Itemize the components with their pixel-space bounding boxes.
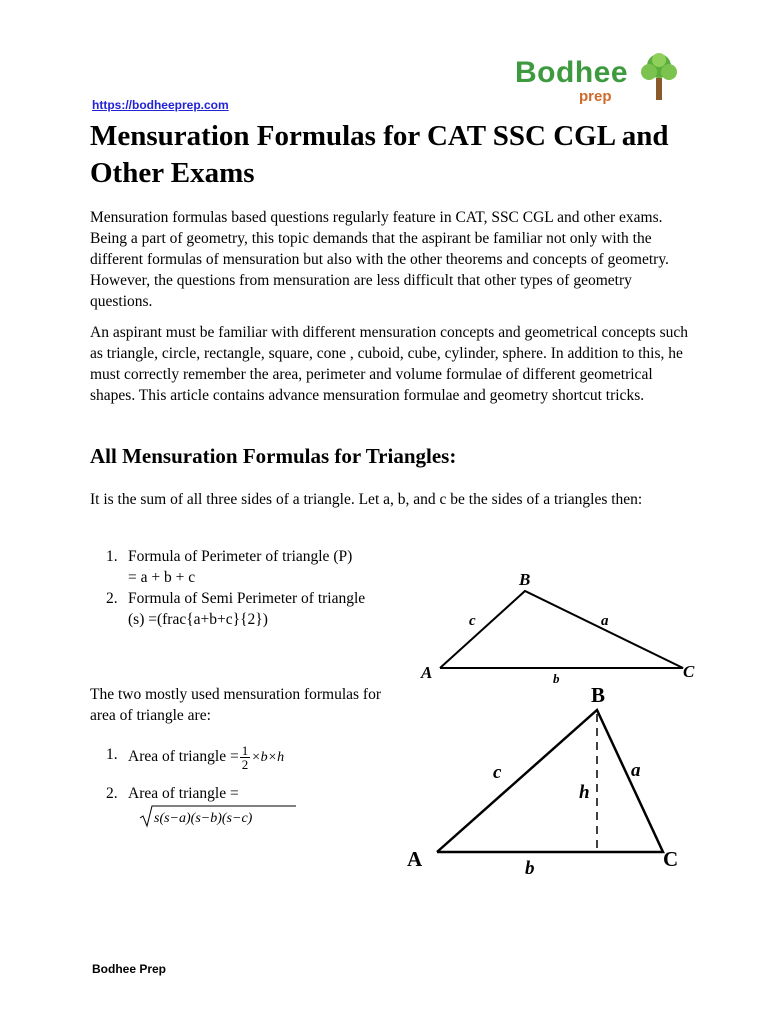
formula-radicand: s(s−a)(s−b)(s−c) bbox=[154, 811, 253, 826]
bodhee-prep-logo bbox=[515, 52, 680, 108]
side-label-a: a bbox=[601, 613, 609, 629]
vertex-label-a: A bbox=[407, 847, 423, 871]
page-title: Mensuration Formulas for CAT SSC CGL and Other Exams bbox=[90, 120, 669, 189]
concepts-paragraph: An aspirant must be familiar with different mensuration concepts and geometrical concepts such as triangle, circle, rectangle, square, cone , cuboid, cube, cylinder, sphere. In addition to this, he must correctly remember the area, perimeter and volume formulae of different geometrical shapes. This article contains advance mensuration formulae and geometry shortcut tricks. bbox=[90, 324, 688, 404]
side-label-c: c bbox=[469, 613, 476, 629]
section-heading: All Mensuration Formulas for Triangles: bbox=[90, 444, 457, 468]
list-item bbox=[106, 744, 426, 778]
vertex-label-c: C bbox=[683, 662, 695, 681]
fraction-numerator: 1 bbox=[241, 743, 249, 758]
height-label-h: h bbox=[579, 782, 590, 803]
triangle-diagram-perimeter bbox=[415, 565, 705, 685]
perimeter-intro: It is the sum of all three sides of a triangle. Let a, b, and c be the sides of a triangles then: bbox=[90, 491, 643, 508]
vertex-label-a: A bbox=[421, 663, 433, 682]
fraction-denominator: 2 bbox=[241, 757, 249, 772]
triangle-diagram-area bbox=[405, 680, 705, 880]
logo-sub: prep bbox=[579, 88, 612, 105]
side-label-c: c bbox=[493, 762, 502, 783]
list-item bbox=[106, 588, 426, 630]
side-label-b: b bbox=[525, 858, 535, 879]
herons-formula bbox=[138, 804, 428, 828]
side-label-b: b bbox=[553, 671, 560, 685]
side-label-a: a bbox=[631, 760, 641, 781]
intro-paragraph: Mensuration formulas based questions regularly feature in CAT, SSC CGL and other exams. Being a part of geometry, this topic demands that the aspirant be familiar not only with the different formulas of mensuration but also with the other theorems and concepts of geometry. However, the questions from mensuration are less difficult that other types of geometry questions. bbox=[90, 209, 669, 310]
list-text: Formula of Perimeter of triangle (P) bbox=[128, 548, 353, 565]
logo-word: Bodhee bbox=[515, 56, 629, 89]
page-footer: Bodhee Prep bbox=[92, 962, 167, 976]
list-number: 1. bbox=[106, 746, 118, 763]
list-formula: (s) =(frac{a+b+c}{2}) bbox=[128, 611, 268, 628]
list-formula: = a + b + c bbox=[128, 569, 196, 586]
list-number: 2. bbox=[106, 590, 118, 607]
tree-icon bbox=[639, 52, 679, 102]
list-number: 1. bbox=[106, 548, 118, 565]
vertex-label-b: B bbox=[591, 683, 606, 707]
list-text: Area of triangle = bbox=[128, 748, 239, 766]
vertex-label-b: B bbox=[519, 570, 531, 589]
list-number: 2. bbox=[106, 785, 118, 802]
vertex-label-c: C bbox=[663, 847, 679, 871]
fraction bbox=[240, 744, 251, 771]
list-item bbox=[106, 546, 426, 588]
formula-tail: ×b×h bbox=[251, 750, 285, 766]
list-text: Formula of Semi Perimeter of triangle bbox=[128, 590, 366, 607]
list-text: Area of triangle = bbox=[128, 785, 239, 802]
site-link[interactable]: https://bodheeprep.com bbox=[92, 98, 229, 112]
area-intro: The two mostly used mensuration formulas for area of triangle are: bbox=[90, 686, 382, 724]
list-item bbox=[106, 783, 426, 833]
